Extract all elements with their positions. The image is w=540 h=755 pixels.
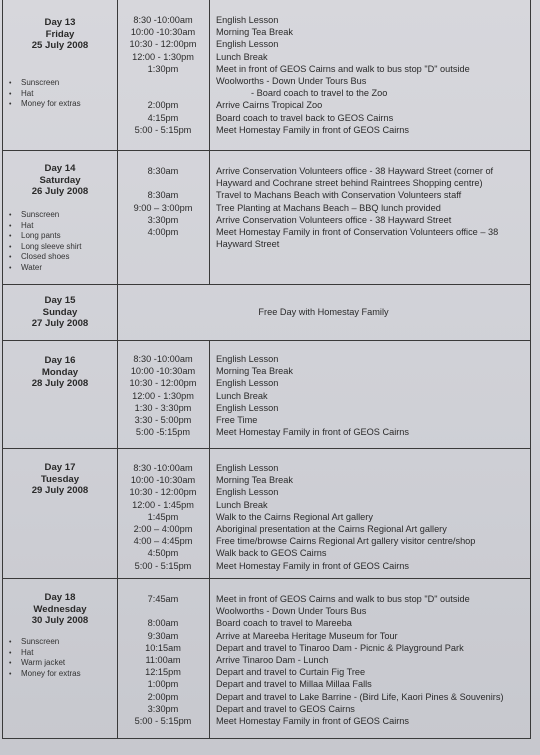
time-slot: 3:30pm xyxy=(147,214,179,225)
day-row-18 xyxy=(3,579,530,739)
time-slot: 1:00pm xyxy=(147,679,179,690)
activity: Arrive Cairns Tropical Zoo xyxy=(216,100,323,111)
day-date: 25 July 2008 xyxy=(31,40,89,51)
packing-list xyxy=(9,78,81,110)
day-heading xyxy=(3,592,117,627)
time-cell xyxy=(117,449,210,578)
activity: Lunch Break xyxy=(216,390,268,401)
time-slot: 3:30pm xyxy=(147,703,179,714)
activity: Arrive Tinaroo Dam - Lunch xyxy=(216,654,329,665)
day-number: Day 16 xyxy=(44,355,76,366)
activity: Woolworths - Down Under Tours Bus xyxy=(216,606,367,617)
day-cell xyxy=(3,579,118,738)
day-weekday: Wednesday xyxy=(33,603,87,615)
time-slot: 5:00 - 5:15pm xyxy=(134,715,192,726)
day-row-17 xyxy=(3,449,530,579)
time-slot: 8:30 -10:00am xyxy=(133,15,193,25)
time-slot: 8:30 -10:00am xyxy=(133,354,193,364)
activity: Board coach to travel back to GEOS Cairns xyxy=(216,112,394,123)
day-number: Day 18 xyxy=(44,592,76,603)
time-slot: 12:00 - 1:30pm xyxy=(132,51,194,62)
time-slot: 10:00 -10:30am xyxy=(130,366,196,377)
activity: Morning Tea Break xyxy=(216,475,293,486)
time-slot: 8:30 -10:00am xyxy=(133,463,193,473)
day-row-14 xyxy=(3,151,530,285)
time-slot: 1:30 - 3:30pm xyxy=(134,402,192,413)
time-list xyxy=(117,165,209,238)
time-slot: 12:00 - 1:30pm xyxy=(132,390,194,401)
time-slot: 4:15pm xyxy=(147,112,179,123)
activity: Walk back to GEOS Cairns xyxy=(216,548,327,559)
activity: Morning Tea Break xyxy=(216,27,293,38)
time-slot: 10:30 - 12:00pm xyxy=(129,39,197,50)
activity: Meet in front of GEOS Cairns and walk to bus stop "D" outside xyxy=(216,63,470,74)
activity: Meet Homestay Family in front of GEOS Cairns xyxy=(216,124,409,135)
day-number: Day 17 xyxy=(44,462,76,473)
itinerary-table xyxy=(2,0,531,739)
packing-item: • Money for extras xyxy=(9,99,81,109)
day-weekday: Saturday xyxy=(39,174,81,186)
day-heading xyxy=(3,355,117,390)
activity: Woolworths - Down Under Tours Bus xyxy=(216,75,367,86)
time-cell xyxy=(117,579,210,738)
packing-item: • Warm jacket xyxy=(9,658,66,668)
activity-cell xyxy=(210,0,530,150)
activity: Free time/browse Cairns Regional Art gallery visitor centre/shop xyxy=(216,536,476,547)
activity: English Lesson xyxy=(216,39,279,50)
time-slot: 12:15pm xyxy=(145,667,181,678)
time-slot: 8:30am xyxy=(147,190,179,201)
time-slot: 9:00 – 3:00pm xyxy=(133,202,193,213)
day-date: 30 July 2008 xyxy=(31,615,89,626)
day-date: 29 July 2008 xyxy=(31,485,89,496)
activity: Depart and travel to Tinaroo Dam - Picnic & Playground Park xyxy=(216,642,464,653)
time-cell xyxy=(117,151,210,284)
time-list xyxy=(117,593,209,727)
time-slot: 8:30am xyxy=(147,166,179,176)
day-row-13 xyxy=(3,0,530,151)
day-cell xyxy=(3,449,118,578)
packing-item: • Hat xyxy=(9,647,34,657)
time-slot: 4:00pm xyxy=(147,226,179,237)
time-slot: 10:30 - 12:00pm xyxy=(129,487,197,498)
packing-item: • Water xyxy=(9,262,43,272)
day-cell xyxy=(3,151,118,284)
packing-item: • Long pants xyxy=(9,231,61,241)
activity-cell xyxy=(210,579,530,738)
packing-list xyxy=(9,210,81,274)
activity: Board coach to travel to Mareeba xyxy=(216,618,352,629)
packing-item: • Closed shoes xyxy=(9,252,70,262)
day-date: 26 July 2008 xyxy=(31,186,89,197)
activity-list xyxy=(216,462,526,572)
activity-cell xyxy=(210,151,530,284)
activity: Hayward and Cochrane street behind Raintrees Shopping centre) xyxy=(216,178,483,189)
day-weekday: Tuesday xyxy=(40,473,80,485)
time-cell xyxy=(117,341,210,448)
activity: Tree Planting at Machans Beach – BBQ lunch provided xyxy=(216,202,441,213)
time-slot: 10:15am xyxy=(145,642,181,653)
time-slot: 3:30 - 5:00pm xyxy=(134,414,192,425)
activity-list xyxy=(216,593,526,727)
day-row-15 xyxy=(3,285,530,341)
activity: Walk to the Cairns Regional Art gallery xyxy=(216,511,373,522)
day-number: Day 13 xyxy=(44,17,76,28)
packing-item: • Hat xyxy=(9,220,34,230)
activity: Meet Homestay Family in front of GEOS Cairns xyxy=(216,560,409,571)
activity: English Lesson xyxy=(216,354,279,364)
time-slot: 8:00am xyxy=(147,618,179,629)
day-heading xyxy=(3,163,117,198)
time-slot: 11:00am xyxy=(145,654,181,665)
activity: Meet Homestay Family in front of GEOS Cairns xyxy=(216,427,409,438)
day-heading xyxy=(3,462,117,497)
time-slot: 10:00 -10:30am xyxy=(130,27,196,38)
packing-item: • Long sleeve shirt xyxy=(9,241,82,251)
activity-cell xyxy=(210,449,530,578)
activity: Lunch Break xyxy=(216,499,268,510)
activity-list xyxy=(216,353,526,438)
day-number: Day 14 xyxy=(44,163,76,174)
activity: Aboriginal presentation at the Cairns Regional Art gallery xyxy=(216,523,447,534)
day-row-16 xyxy=(3,341,530,449)
time-slot: 2:00pm xyxy=(147,100,179,111)
packing-item: • Sunscreen xyxy=(9,78,60,87)
time-slot: 5:00 - 5:15pm xyxy=(134,124,192,135)
time-slot: 2:00pm xyxy=(147,691,179,702)
activity-list xyxy=(216,165,526,250)
activity: Travel to Machans Beach with Conservation Volunteers staff xyxy=(216,190,462,201)
time-list xyxy=(117,14,209,136)
activity: - Board coach to travel to the Zoo xyxy=(251,88,388,99)
time-list xyxy=(117,353,209,438)
day-cell xyxy=(3,0,118,150)
time-slot: 4:50pm xyxy=(147,548,179,559)
activity: Morning Tea Break xyxy=(216,366,293,377)
activity: English Lesson xyxy=(216,402,279,413)
packing-item: • Sunscreen xyxy=(9,210,60,219)
time-slot: 4:00 – 4:45pm xyxy=(133,536,193,547)
time-list xyxy=(117,462,209,572)
activity: Lunch Break xyxy=(216,51,268,62)
day-date: 27 July 2008 xyxy=(31,318,89,329)
activity: Hayward Street xyxy=(216,239,280,250)
packing-item: • Sunscreen xyxy=(9,637,60,646)
packing-item: • Money for extras xyxy=(9,668,81,678)
activity: Meet in front of GEOS Cairns and walk to bus stop "D" outside xyxy=(216,594,470,604)
time-slot: 1:45pm xyxy=(147,511,179,522)
time-slot: 7:45am xyxy=(147,594,179,604)
activity: English Lesson xyxy=(216,15,279,25)
time-slot: 5:00 - 5:15pm xyxy=(134,560,192,571)
day-cell xyxy=(3,341,118,448)
activity: English Lesson xyxy=(216,487,279,498)
time-cell xyxy=(117,0,210,150)
time-slot xyxy=(117,605,209,617)
activity-cell xyxy=(210,341,530,448)
day-heading xyxy=(3,295,117,330)
day-weekday: Friday xyxy=(45,28,75,40)
time-slot: 5:00 -5:15pm xyxy=(135,427,191,438)
time-slot xyxy=(117,87,209,99)
activity: Arrive Conservation Volunteers office - 38 Hayward Street xyxy=(216,214,452,225)
activity: Depart and travel to Curtain Fig Tree xyxy=(216,667,366,678)
day-cell xyxy=(3,285,118,340)
day-weekday: Monday xyxy=(41,366,79,378)
time-slot xyxy=(117,75,209,87)
time-slot: 9:30am xyxy=(147,630,179,641)
day-number: Day 15 xyxy=(44,295,76,306)
free-day-note: Free Day with Homestay Family xyxy=(258,307,389,317)
packing-list xyxy=(9,637,81,679)
time-slot: 12:00 - 1:45pm xyxy=(132,499,194,510)
day-weekday: Sunday xyxy=(42,306,78,318)
activity: Depart and travel to Millaa Millaa Falls xyxy=(216,679,372,690)
activity: Free Time xyxy=(216,414,258,425)
time-slot xyxy=(117,177,209,189)
activity-list xyxy=(216,14,526,136)
activity: Arrive at Mareeba Heritage Museum for Tour xyxy=(216,630,398,641)
day-heading xyxy=(3,17,117,52)
activity: Arrive Conservation Volunteers office - 38 Hayward Street (corner of xyxy=(216,166,494,176)
time-slot: 1:30pm xyxy=(147,63,179,74)
day-date: 28 July 2008 xyxy=(31,378,89,389)
activity: English Lesson xyxy=(216,463,279,473)
time-slot: 10:30 - 12:00pm xyxy=(129,378,197,389)
time-slot: 10:00 -10:30am xyxy=(130,475,196,486)
activity: Meet Homestay Family in front of Conservation Volunteers office – 38 xyxy=(216,226,499,237)
activity: Depart and travel to Lake Barrine - (Bird Life, Kaori Pines & Souvenirs) xyxy=(216,691,504,702)
packing-item: • Hat xyxy=(9,88,34,98)
time-slot: 2:00 – 4:00pm xyxy=(133,523,193,534)
activity: Depart and travel to GEOS Cairns xyxy=(216,703,355,714)
activity: English Lesson xyxy=(216,378,279,389)
activity: Meet Homestay Family in front of GEOS Cairns xyxy=(216,715,409,726)
